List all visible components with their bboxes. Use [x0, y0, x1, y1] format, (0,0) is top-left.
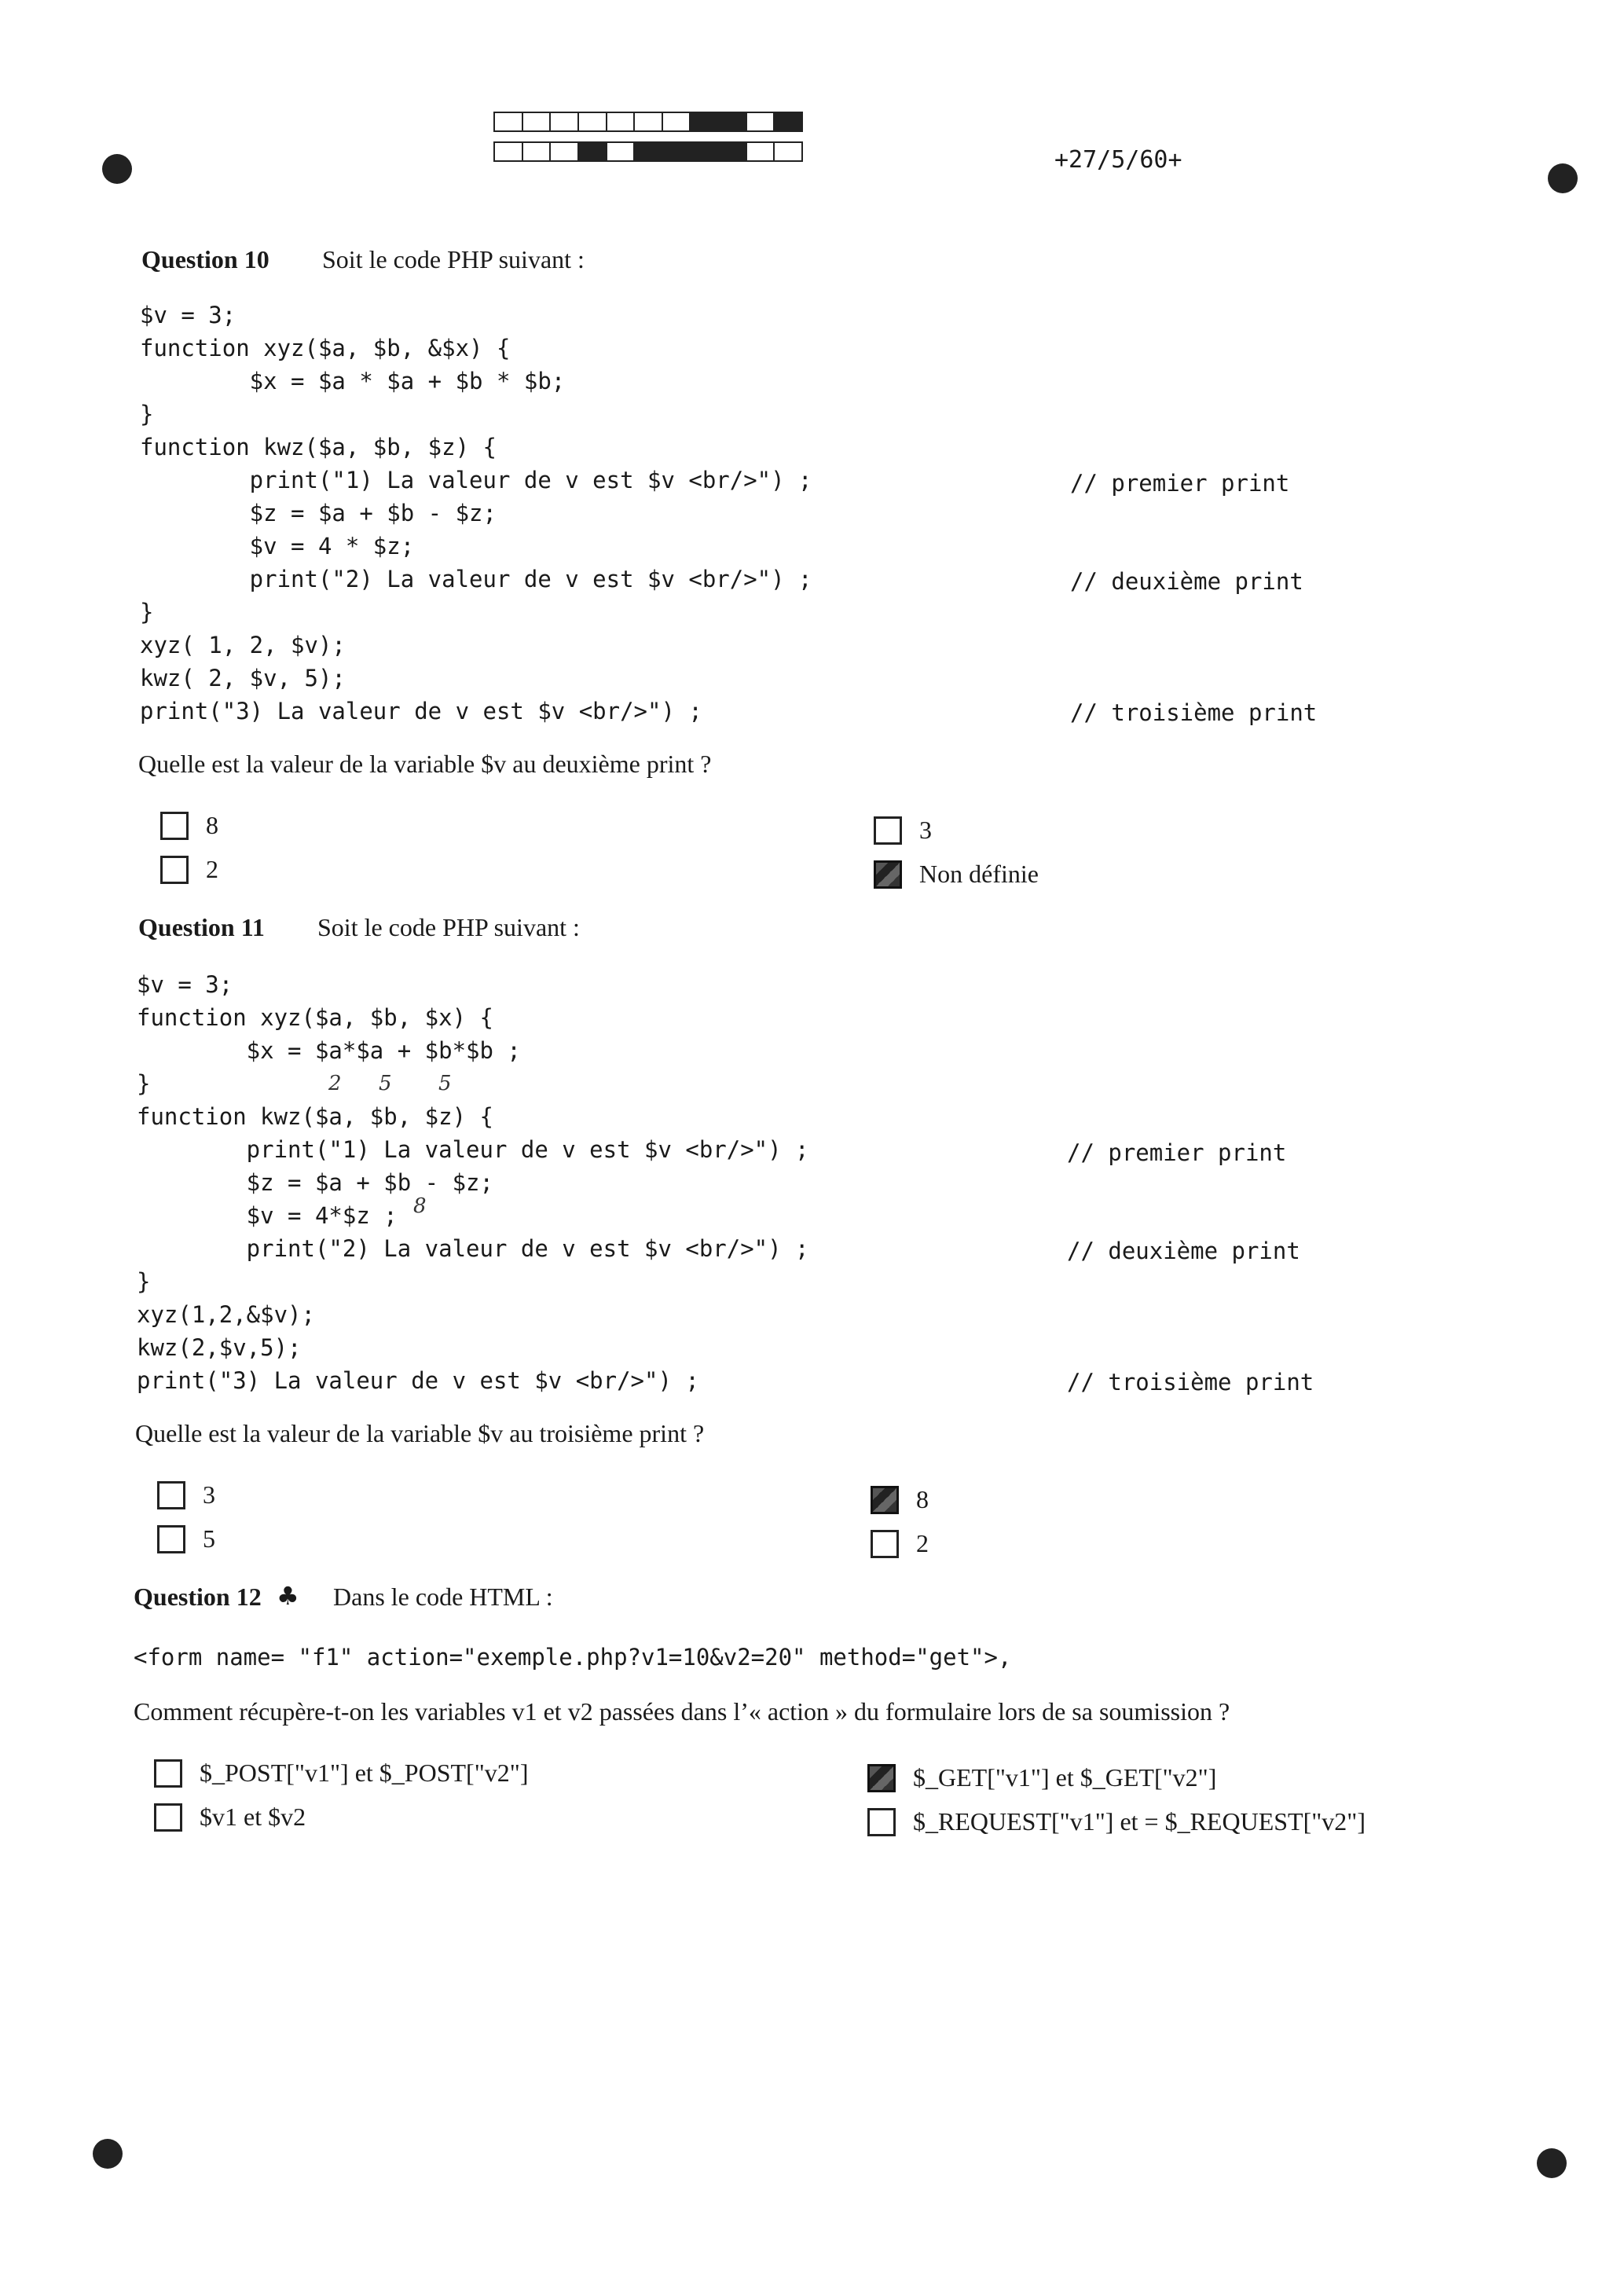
- handwritten-note: 5: [379, 1072, 392, 1095]
- handwritten-note: 5: [438, 1072, 452, 1095]
- q12-option-vars[interactable]: [154, 1803, 306, 1832]
- q10-comment-deuxieme: // deuxième print: [1070, 568, 1303, 595]
- q12-label: Question 12: [134, 1583, 262, 1611]
- option-label: Non définie: [919, 860, 1039, 888]
- q10-option-non-definie[interactable]: [874, 860, 1039, 889]
- option-label: 8: [916, 1485, 929, 1513]
- registration-mark-top-left: [102, 154, 132, 184]
- q12-header: [134, 1581, 553, 1612]
- id-code-row-2: [493, 141, 801, 162]
- q10-question: Quelle est la valeur de la variable $v au deuxième print ?: [138, 750, 712, 778]
- q11-option-8[interactable]: [871, 1485, 929, 1514]
- checkbox-checked[interactable]: [871, 1486, 899, 1514]
- club-icon: ♣: [277, 1581, 299, 1611]
- q10-option-3[interactable]: [874, 816, 932, 845]
- q10-option-2[interactable]: [160, 855, 218, 884]
- option-label: $v1 et $v2: [200, 1803, 306, 1831]
- q10-code: $v = 3; function xyz($a, $b, &$x) { $x = $a * $a + $b * $b; } function kwz($a, $b, $z) { print("1) La valeur de v est $v <br/>") ; $z = $a + $b - $z; $v = 4 * $z; print("2) La valeur de v est $v <br/>") ; } xyz( 1, 2, $v); kwz( 2, $v, 5); print("3) La valeur de v est $v <br/>") ;: [140, 302, 812, 724]
- q11-option-3[interactable]: [157, 1480, 215, 1509]
- checkbox-checked[interactable]: [867, 1764, 896, 1792]
- q12-intro: Dans le code HTML :: [333, 1583, 553, 1611]
- checkbox[interactable]: [871, 1530, 899, 1558]
- option-label: 2: [206, 855, 218, 883]
- q11-comment-premier: // premier print: [1067, 1139, 1287, 1166]
- option-label: 8: [206, 811, 218, 839]
- q11-comment-troisieme: // troisième print: [1067, 1369, 1314, 1396]
- option-label: 2: [916, 1529, 929, 1557]
- q11-code: $v = 3; function xyz($a, $b, $x) { $x = $a*$a + $b*$b ; } function kwz($a, $b, $z) { print("1) La valeur de v est $v <br/>") ; $z = $a + $b - $z; $v = 4*$z ; print("2) La valeur de v est $v <br/>") ; } xyz(1,2,&$v); kwz(2,$v,5); print("3) La valeur de v est $v <br/>") ;: [137, 971, 809, 1394]
- q10-intro: Soit le code PHP suivant :: [322, 245, 585, 273]
- q11-option-2[interactable]: [871, 1529, 929, 1558]
- q11-label: Question 11: [138, 913, 265, 941]
- option-label: 3: [203, 1480, 215, 1509]
- q12-option-get[interactable]: [867, 1763, 1216, 1792]
- q10-label: Question 10: [141, 245, 269, 273]
- checkbox[interactable]: [157, 1481, 185, 1509]
- checkbox[interactable]: [157, 1525, 185, 1553]
- checkbox[interactable]: [154, 1759, 182, 1788]
- option-label: $_POST["v1"] et $_POST["v2"]: [200, 1759, 529, 1787]
- q12-option-request[interactable]: [867, 1807, 1366, 1836]
- q11-question: Quelle est la valeur de la variable $v au troisième print ?: [135, 1419, 705, 1447]
- q11-option-5[interactable]: [157, 1524, 215, 1553]
- q11-header: [138, 913, 580, 942]
- option-label: 3: [919, 816, 932, 844]
- q11-intro: Soit le code PHP suivant :: [317, 913, 580, 941]
- handwritten-note: 8: [413, 1194, 427, 1218]
- registration-mark-bottom-right: [1537, 2148, 1567, 2178]
- option-label: $_GET["v1"] et $_GET["v2"]: [913, 1763, 1217, 1792]
- id-code-row-1: [493, 112, 801, 132]
- q12-question: Comment récupère-t-on les variables v1 et v2 passées dans l’« action » du formulaire lors de sa soumission ?: [134, 1697, 1230, 1726]
- option-label: 5: [203, 1524, 215, 1553]
- option-label: $_REQUEST["v1"] et = $_REQUEST["v2"]: [913, 1807, 1366, 1836]
- q10-comment-troisieme: // troisième print: [1070, 699, 1318, 726]
- checkbox[interactable]: [160, 812, 189, 840]
- registration-mark-top-right: [1548, 163, 1578, 193]
- q10-option-8[interactable]: [160, 811, 218, 840]
- handwritten-note: 2: [328, 1072, 342, 1095]
- checkbox[interactable]: [867, 1808, 896, 1836]
- q12-code: <form name= "f1" action="exemple.php?v1=10&v2=20" method="get">,: [134, 1644, 1012, 1671]
- registration-mark-bottom-left: [93, 2139, 123, 2169]
- page-id: +27/5/60+: [1054, 146, 1182, 174]
- q11-comment-deuxieme: // deuxième print: [1067, 1238, 1300, 1264]
- q10-comment-premier: // premier print: [1070, 470, 1290, 497]
- checkbox[interactable]: [154, 1803, 182, 1832]
- q10-header: [141, 245, 585, 274]
- checkbox[interactable]: [160, 856, 189, 884]
- checkbox[interactable]: [874, 816, 902, 845]
- checkbox-checked[interactable]: [874, 860, 902, 889]
- q12-option-post[interactable]: [154, 1759, 528, 1788]
